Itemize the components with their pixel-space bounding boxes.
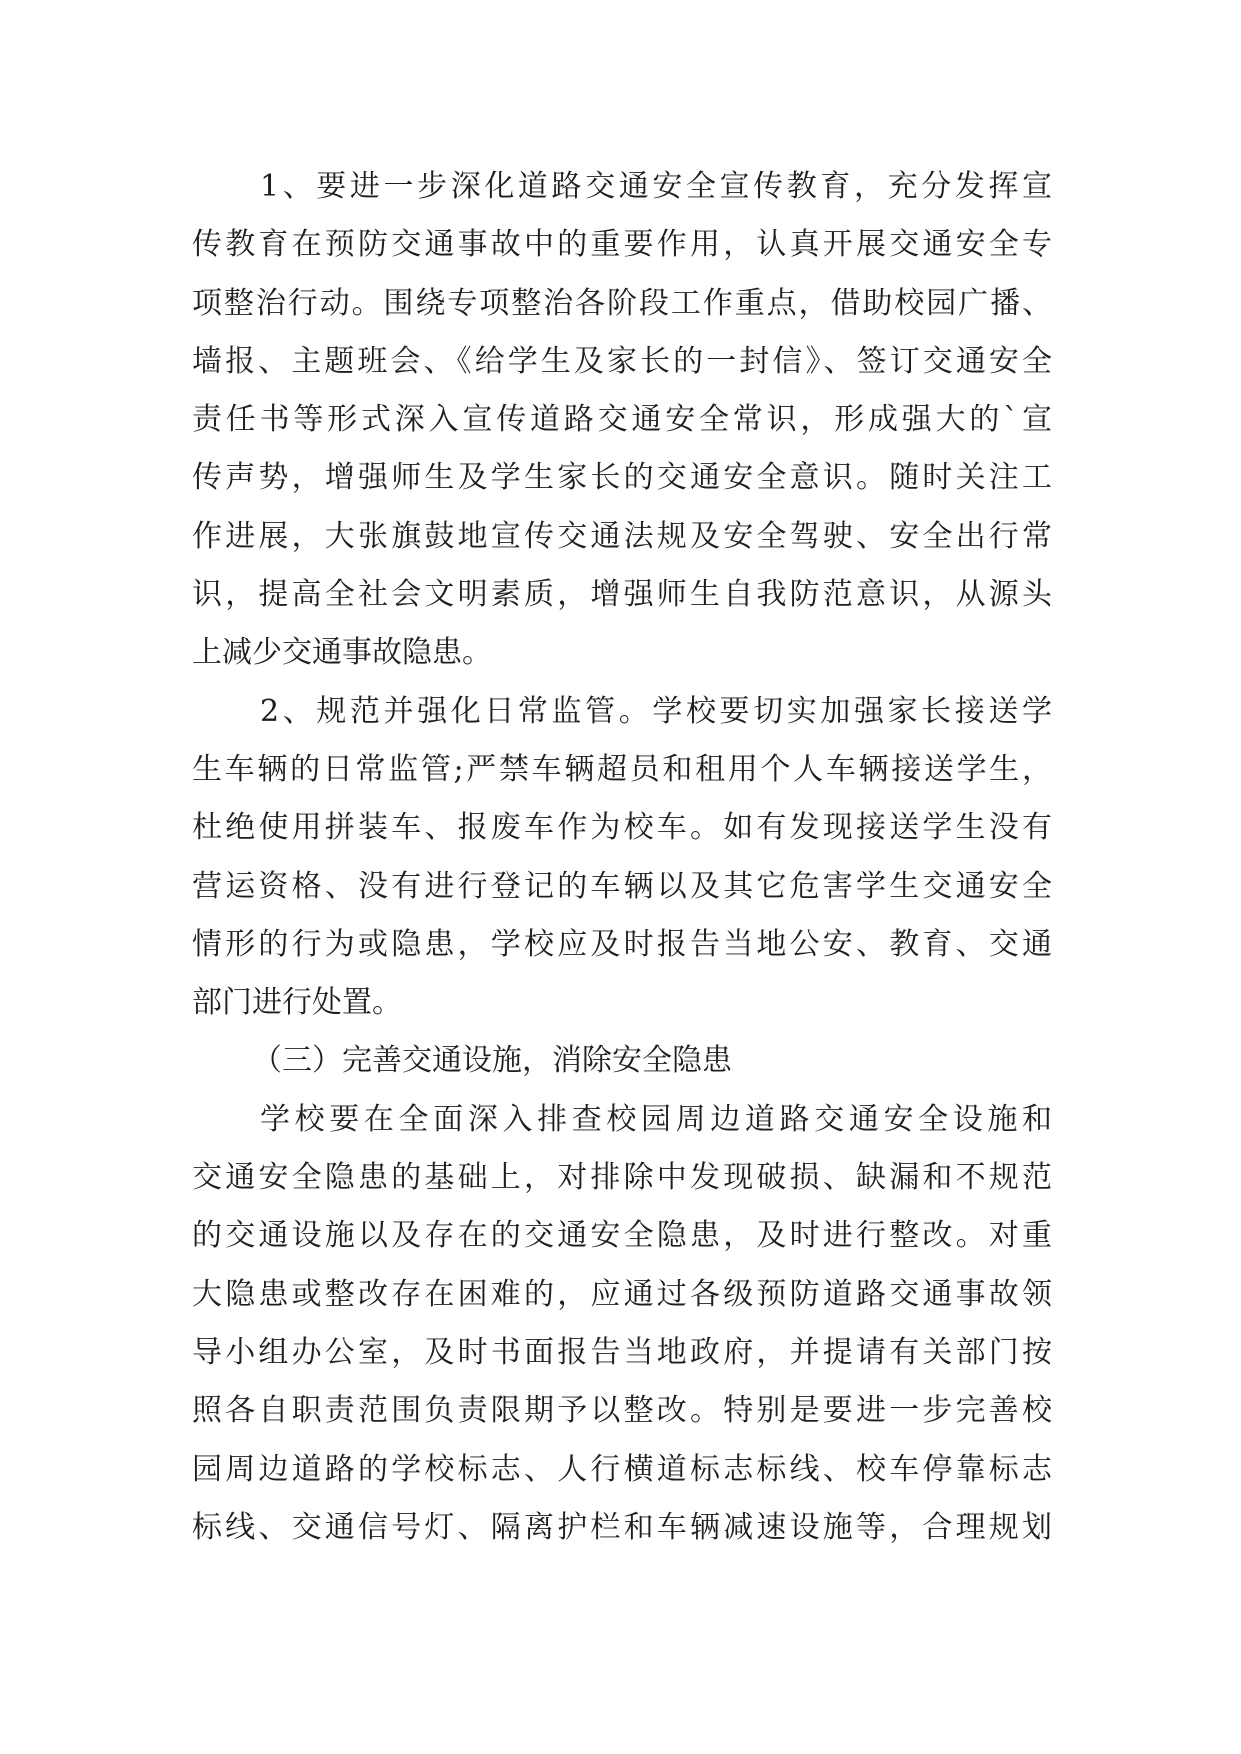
text-line: 交通安全隐患的基础上，对排除中发现破损、缺漏和不规范	[192, 1160, 1052, 1196]
text-line: 营运资格、没有进行登记的车辆以及其它危害学生交通安全	[192, 868, 1052, 904]
text-line: 识，提高全社会文明素质，增强师生自我防范意识，从源头	[192, 577, 1052, 613]
text-line: 2、规范并强化日常监管。学校要切实加强家长接送学	[260, 693, 1052, 729]
text-line: 情形的行为或隐患，学校应及时报告当地公安、教育、交通	[192, 926, 1052, 962]
text-line: 大隐患或整改存在困难的，应通过各级预防道路交通事故领	[192, 1276, 1052, 1312]
text-line: 传声势，增强师生及学生家长的交通安全意识。随时关注工	[192, 460, 1052, 496]
section-heading-traffic-facilities	[192, 1032, 1052, 1090]
text-line: 标线、交通信号灯、隔离护栏和车辆减速设施等，合理规划	[192, 1509, 1052, 1545]
text-line: 的交通设施以及存在的交通安全隐患，及时进行整改。对重	[192, 1218, 1052, 1254]
text-line: 部门进行处置。	[192, 985, 402, 1021]
text-line: 园周边道路的学校标志、人行横道标志标线、校车停靠标志	[192, 1451, 1052, 1487]
text-line: 项整治行动。围绕专项整治各阶段工作重点，借助校园广播、	[192, 285, 1052, 321]
text-line: 责任书等形式深入宣传道路交通安全常识，形成强大的`宣	[192, 402, 1052, 438]
text-line: 生车辆的日常监管;严禁车辆超员和租用个人车辆接送学生，	[192, 751, 1052, 787]
text-line: 照各自职责范围负责限期予以整改。特别是要进一步完善校	[192, 1393, 1052, 1429]
text-line: 传教育在预防交通事故中的重要作用，认真开展交通安全专	[192, 227, 1052, 263]
text-line: 学校要在全面深入排查校园周边道路交通安全设施和	[260, 1101, 1052, 1137]
paragraph-daily-supervision	[192, 683, 1052, 1033]
paragraph-traffic-safety-education	[192, 158, 1052, 683]
text-line: 墙报、主题班会、《给学生及家长的一封信》、签订交通安全	[192, 343, 1052, 379]
text-line: 杜绝使用拼装车、报废车作为校车。如有发现接送学生没有	[192, 810, 1052, 846]
text-line: 导小组办公室，及时书面报告当地政府，并提请有关部门按	[192, 1334, 1052, 1370]
section-heading: （三）完善交通设施，消除安全隐患	[252, 1043, 732, 1079]
paragraph-facility-improvement	[192, 1091, 1052, 1557]
document-body	[192, 158, 1052, 1557]
text-line: 作进展，大张旗鼓地宣传交通法规及安全驾驶、安全出行常	[192, 518, 1052, 554]
text-line: 1、要进一步深化道路交通安全宣传教育，充分发挥宣	[260, 169, 1052, 204]
text-line: 上减少交通事故隐患。	[192, 635, 492, 671]
